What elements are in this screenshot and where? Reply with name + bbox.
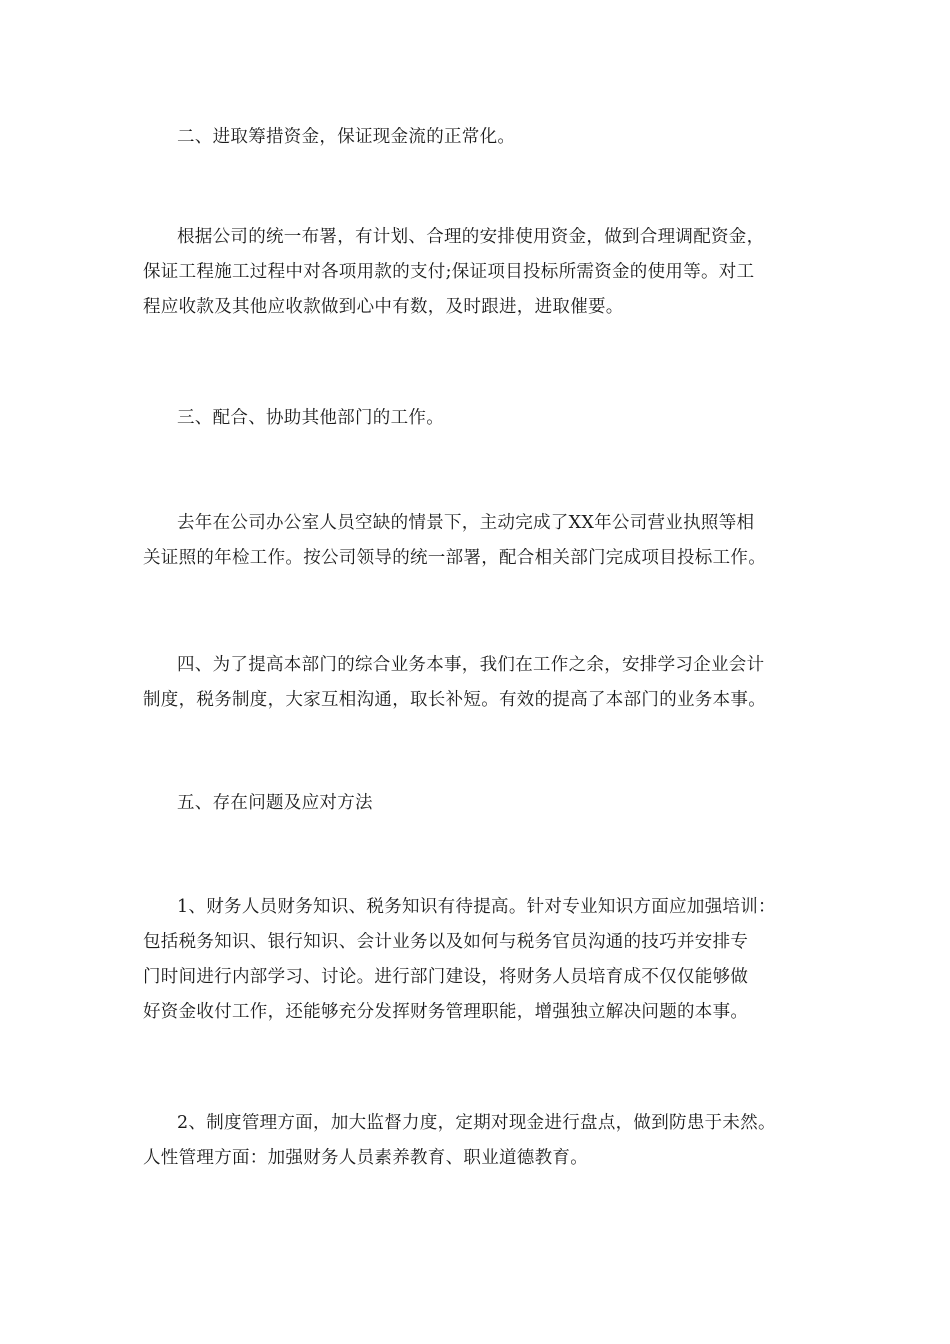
text-line: 三、配合、协助其他部门的工作。 (177, 408, 444, 428)
text-line: 四、为了提高本部门的综合业务本事，我们在工作之余，安排学习企业会计 (177, 655, 765, 675)
paragraph-funding (143, 220, 813, 325)
paragraph-issue-1 (143, 890, 813, 1030)
text-line: 2、制度管理方面，加大监督力度，定期对现金进行盘点，做到防患于未然。 (177, 1113, 776, 1133)
text-line: 程应收款及其他应收款做到心中有数，及时跟进，进取催要。 (143, 297, 624, 317)
text-line: 1、财务人员财务知识、税务知识有待提高。针对专业知识方面应加强培训： (177, 897, 776, 917)
text-line: 去年在公司办公室人员空缺的情景下，主动完成了XX年公司营业执照等相 (177, 513, 755, 533)
paragraph-issue-2 (143, 1106, 813, 1176)
section-heading-3 (143, 401, 813, 436)
paragraph-training (143, 648, 813, 718)
section-heading-5 (143, 786, 813, 821)
text-line: 好资金收付工作，还能够充分发挥财务管理职能，增强独立解决问题的本事。 (143, 1002, 749, 1022)
text-line: 人性管理方面：加强财务人员素养教育、职业道德教育。 (143, 1148, 588, 1168)
text-line: 根据公司的统一布署，有计划、合理的安排使用资金，做到合理调配资金， (177, 227, 765, 247)
text-line: 五、存在问题及应对方法 (177, 793, 373, 813)
text-line: 制度，税务制度，大家互相沟通，取长补短。有效的提高了本部门的业务本事。 (143, 690, 766, 710)
text-line: 保证工程施工过程中对各项用款的支付;保证项目投标所需资金的使用等。对工 (143, 262, 755, 282)
text-line: 包括税务知识、银行知识、会计业务以及如何与税务官员沟通的技巧并安排专 (143, 932, 749, 952)
text-line: 关证照的年检工作。按公司领导的统一部署，配合相关部门完成项目投标工作。 (143, 548, 766, 568)
section-heading-2 (143, 120, 813, 155)
text-line: 门时间进行内部学习、讨论。进行部门建设，将财务人员培育成不仅仅能够做 (143, 967, 749, 987)
paragraph-cooperation (143, 506, 813, 576)
text-line: 二、进取筹措资金，保证现金流的正常化。 (177, 127, 516, 147)
